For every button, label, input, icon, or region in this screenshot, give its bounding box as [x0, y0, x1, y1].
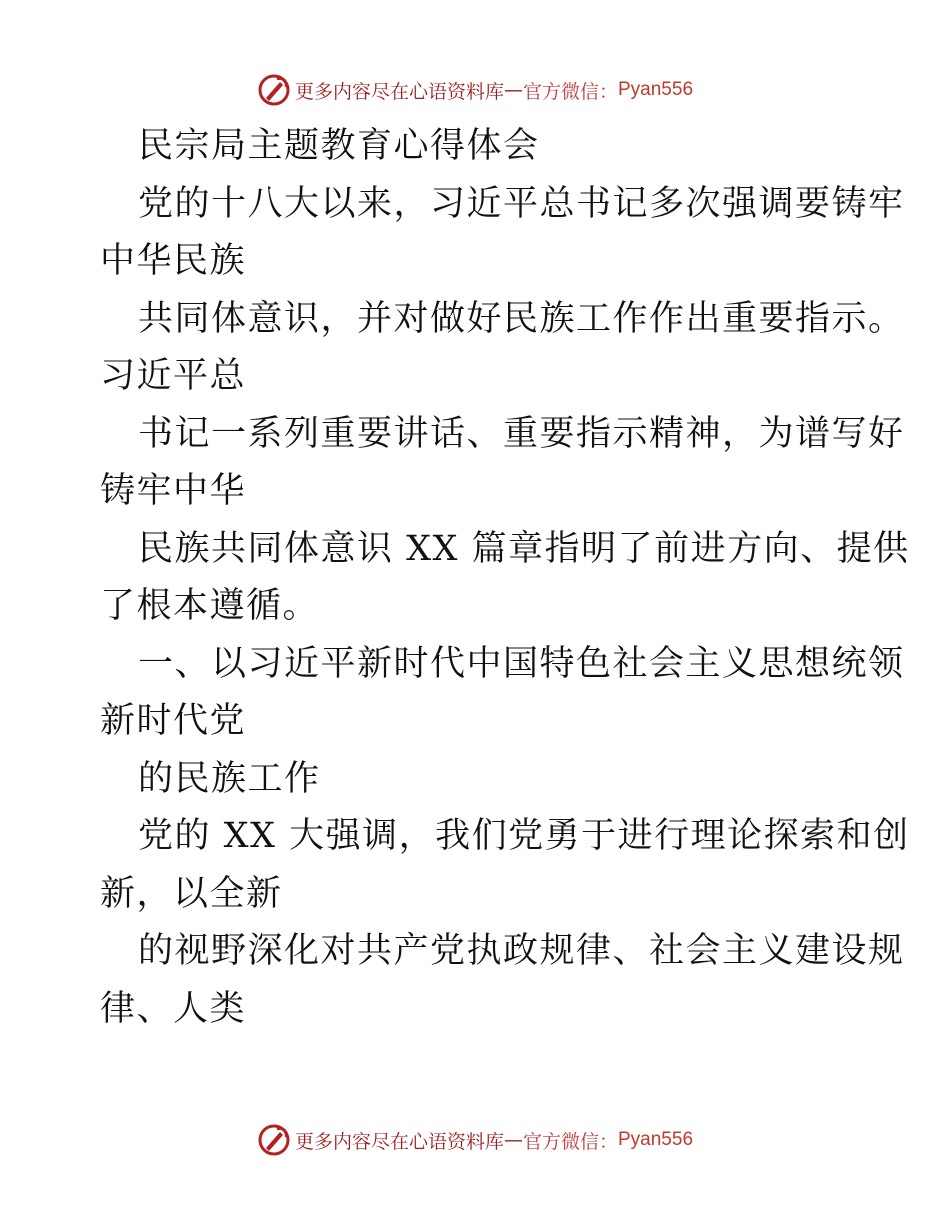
watermark-header [0, 70, 950, 110]
text-line: 铸牢中华 [100, 471, 247, 511]
watermark-separator: — [503, 1129, 523, 1151]
text-line: 共同体意识，并对做好民族工作作出重要指示。 [138, 298, 905, 339]
watermark-handle: Pyan556 [618, 79, 694, 100]
text-line: 书记一系列重要讲话、重要指示精神，为谱写好 [138, 413, 905, 454]
text-line: 新，以全新 [100, 873, 283, 914]
text-line: 了根本遵循。 [100, 586, 320, 626]
pen-logo-icon [257, 1123, 291, 1157]
text-line: 中华民族 [100, 241, 247, 281]
watermark-text: 更多内容尽在心语资料库 [294, 80, 504, 103]
section-heading-cont: 的民族工作 [138, 758, 321, 799]
text-line: 民族共同体意识 XX 篇章指明了前进方向、提供 [138, 528, 910, 569]
text-line: 律、人类 [100, 988, 247, 1029]
watermark-separator: — [503, 79, 523, 101]
document-body [100, 118, 910, 1038]
watermark-wechat-label: 官方微信： [522, 80, 618, 103]
watermark-footer [0, 1120, 950, 1160]
text-line: 习近平总 [100, 356, 247, 396]
text-line: 党的十八大以来，习近平总书记多次强调要铸牢 [138, 183, 905, 224]
watermark-handle: Pyan556 [618, 1129, 694, 1150]
watermark-wechat-label: 官方微信： [522, 1130, 618, 1153]
section-heading-cont: 新时代党 [100, 701, 247, 741]
watermark-text: 更多内容尽在心语资料库 [294, 1130, 504, 1153]
text-line: 党的 XX 大强调，我们党勇于进行理论探索和创 [138, 816, 910, 856]
pen-logo-icon [257, 73, 291, 107]
section-heading: 一、以习近平新时代中国特色社会主义思想统领 [138, 643, 905, 684]
document-title: 民宗局主题教育心得体会 [138, 126, 540, 166]
text-line: 的视野深化对共产党执政规律、社会主义建设规 [138, 931, 905, 971]
